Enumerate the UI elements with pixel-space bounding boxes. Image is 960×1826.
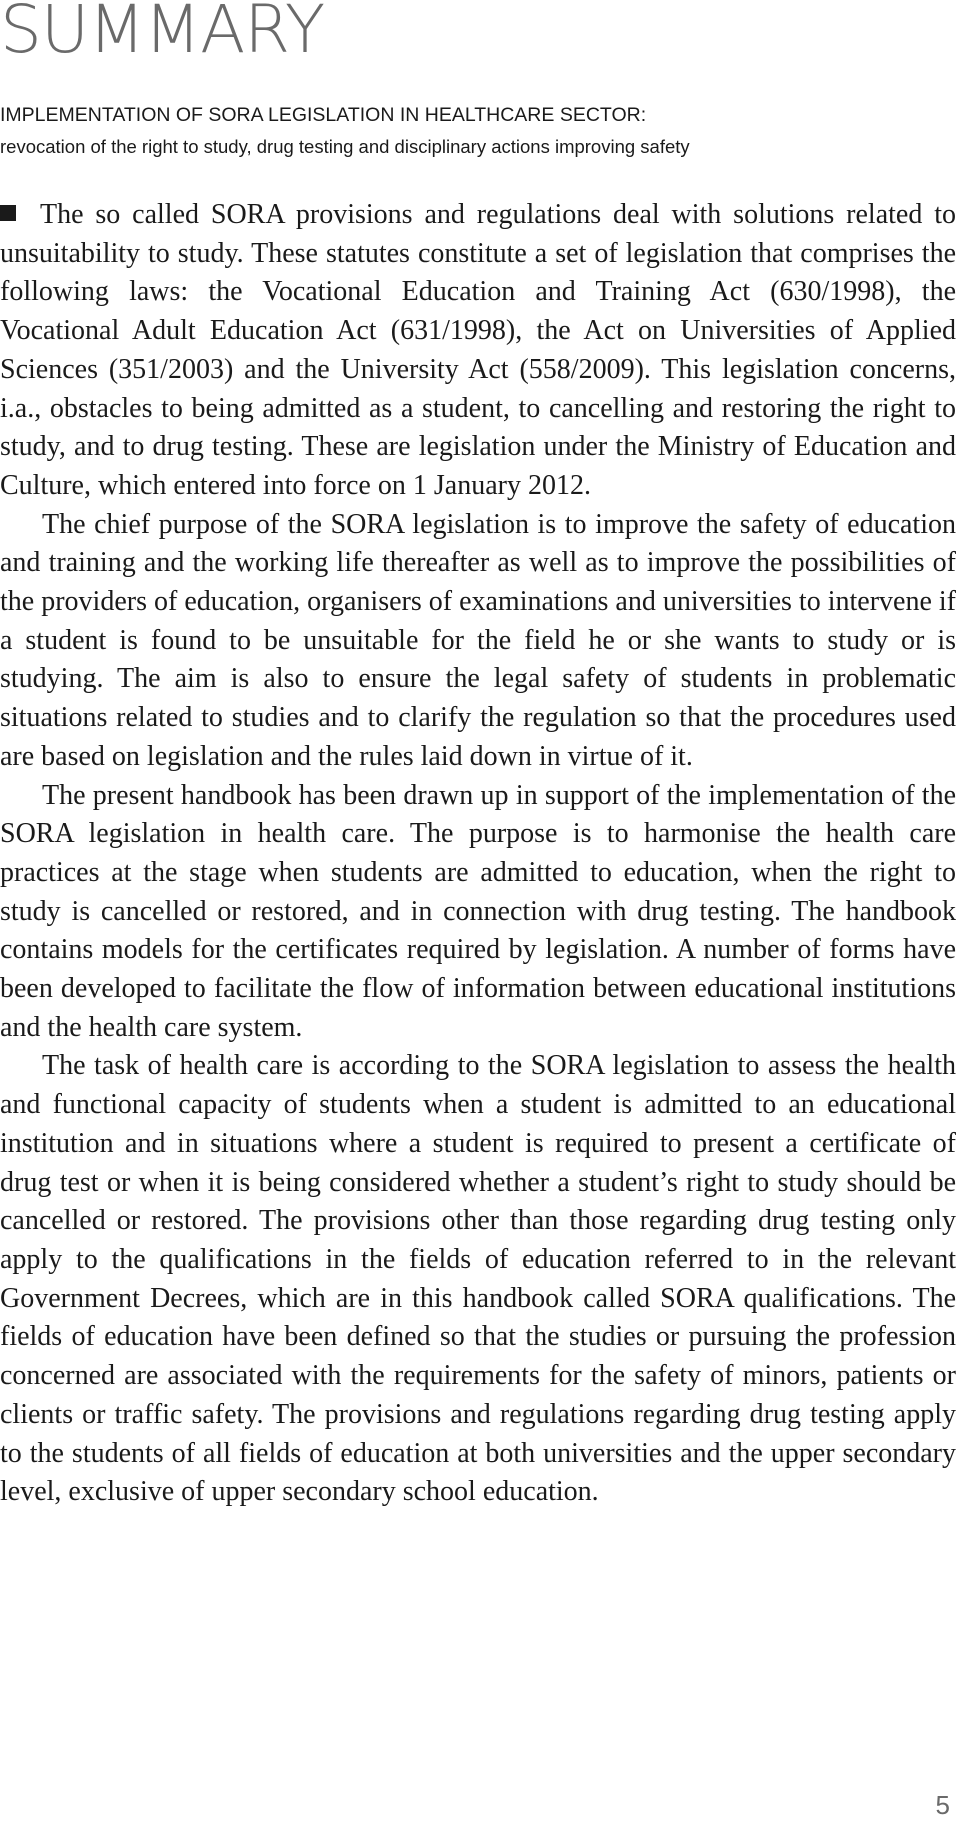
square-bullet-icon (0, 205, 16, 221)
paragraph-2: The chief purpose of the SORA legislation is to improve the safety of education and training and the working life thereafter as well as to improve the possibilities of the providers of education, organisers of examinations and universities to intervene if a student is found to be unsuitable for the field he or she wants to study or is studying. The aim is also to ensure the legal safety of students in problematic situations related to studies and to clarify the regulation so that the procedures used are based on legislation and the rules laid down in virtue of it. (0, 508, 956, 772)
document-heading-block (0, 99, 960, 163)
paragraph-3: The present handbook has been drawn up in support of the implementation of the SORA legislation in health care. The purpose is to harmonise the health care practices at the stage when students are admitted to education, when the right to study is cancelled or restored, and in connection with drug testing. The handbook contains models for the certificates required by legislation. A number of forms have been developed to facilitate the flow of information between educational institutions and the health care system. (0, 779, 956, 1043)
page-title: SUMMARY (0, 0, 325, 68)
paragraph-1-text: The so called SORA provisions and regulations deal with solutions related to unsuitability to study. These statutes constitute a set of legislation that comprises the following laws: the Vocational Education and Training Act (630/1998), the Vocational Adult Education Act (631/1998), the Act on Universities of Applied Sciences (351/2003) and the University Act (558/2009). This legislation concerns, i.a., obstacles to being admitted as a student, to cancelling and restoring the right to study, and to drug testing. These are legislation under the Ministry of Education and Culture, which entered into force on 1 January 2012. (0, 199, 956, 501)
paragraph-1 (0, 196, 956, 506)
body-text (0, 196, 956, 1512)
paragraph-4: The task of health care is according to the SORA legislation to assess the health and functional capacity of students when a student is admitted to an educational institution and in situations where a student is required to present a certificate of drug test or when it is being considered whether a student’s right to study should be cancelled or restored. The provisions other than those regarding drug testing only apply to the qualifications in the fields of education referred to in the relevant Government Decrees, which are in this handbook called SORA qualifications. The fields of education have been defined so that the studies or pursuing the profession concerned are associated with the requirements for the safety of minors, patients or clients or traffic safety. The provisions and regulations regarding drug testing apply to the students of all fields of education at both universities and the upper secondary level, exclusive of upper secondary school education. (0, 1050, 956, 1508)
document-subheading: revocation of the right to study, drug testing and disciplinary actions improving safety (0, 136, 690, 157)
document-heading: IMPLEMENTATION OF SORA LEGISLATION IN HEALTHCARE SECTOR: (0, 104, 647, 126)
page-number: 5 (935, 1790, 950, 1820)
